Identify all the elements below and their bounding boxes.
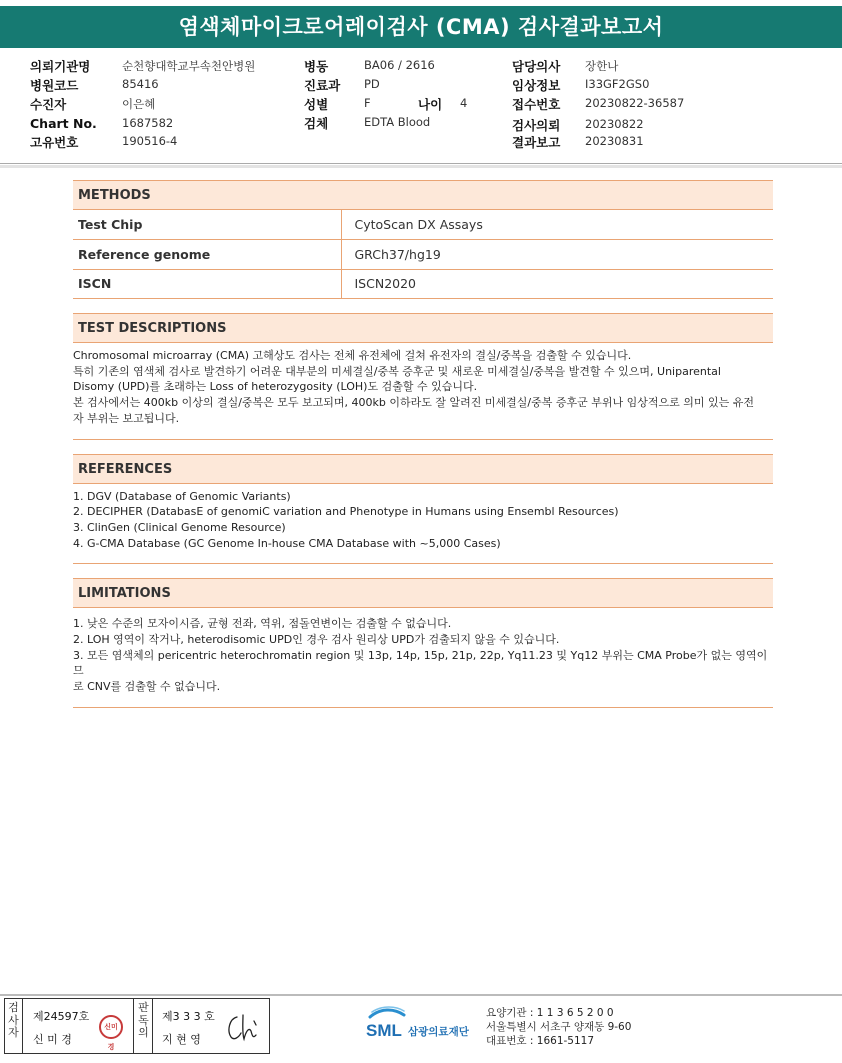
limitations-list: [73, 608, 773, 708]
info-label: 접수번호: [512, 97, 561, 112]
info-value: 이은혜: [122, 97, 156, 111]
examiner-seal-icon: 신미경: [99, 1015, 123, 1039]
text-line: 특히 기존의 염색체 검사로 발견하기 어려운 대부분의 미세결실/중복 증후군 및 새로운 미세결실/중복을 발견할 수 있으며, Uniparental: [73, 364, 721, 378]
text-line: 본 검사에서는 400kb 이상의 결실/중복은 모두 보고되며, 400kb 이하라도 잘 알려진 미세결실/중복 증후군 부위나 임상적으로 의미 있는 유전: [73, 396, 754, 410]
list-item: 로 CNV를 검출할 수 없습니다.: [73, 680, 221, 694]
report-body: [73, 180, 773, 708]
info-value: 20230822: [585, 117, 644, 131]
section-heading-limitations: LIMITATIONS: [73, 578, 773, 608]
list-item: 2. LOH 영역이 작거나, heterodisomic UPD인 경우 검사 원리상 UPD가 검출되지 않을 수 있습니다.: [73, 633, 560, 647]
logo-org-name: 삼광의료재단: [408, 1026, 469, 1038]
info-label: 병동: [304, 59, 329, 74]
info-value: F: [364, 96, 371, 110]
divider: [0, 163, 842, 164]
section-heading-references: REFERENCES: [73, 454, 773, 484]
references-list: [73, 484, 773, 565]
info-value: PD: [364, 77, 380, 91]
method-value: CytoScan DX Assays: [341, 210, 773, 240]
table-row: [73, 240, 773, 270]
reviewer-license-no: 제3 3 3 호: [162, 1010, 215, 1023]
info-value: 순천향대학교부속천안병원: [122, 59, 256, 73]
method-value: GRCh37/hg19: [341, 240, 773, 270]
methods-table: [73, 210, 773, 299]
info-value: 장한나: [585, 59, 619, 73]
signature-icon: [223, 1009, 263, 1045]
info-label: 진료과: [304, 78, 341, 93]
info-label: 의뢰기관명: [30, 59, 91, 74]
org-line: 서울특별시 서초구 양재동 9-60: [486, 1021, 632, 1033]
age-value: 4: [460, 96, 468, 110]
info-label: 결과보고: [512, 135, 561, 150]
org-line: 대표번호 : 1661-5117: [486, 1035, 595, 1047]
info-value: 1687582: [122, 116, 174, 130]
section-heading-test-descriptions: TEST DESCRIPTIONS: [73, 313, 773, 343]
info-label: 병원코드: [30, 78, 79, 93]
info-label: 검체: [304, 116, 329, 131]
method-key: Reference genome: [73, 240, 341, 270]
reviewer-label: 판 독 의: [135, 999, 153, 1053]
info-label: 고유번호: [30, 135, 79, 150]
organization-info: [486, 1006, 631, 1048]
info-value: 85416: [122, 77, 159, 91]
info-value: 190516-4: [122, 134, 178, 148]
list-item: 3. 모든 염색체의 pericentric heterochromatin region 및 13p, 14p, 15p, 21p, 22p, Yq11.23 및 Yq12 부위는 CMA Probe가 없는 영역이므: [73, 648, 768, 678]
text-line: Disomy (UPD)를 초래하는 Loss of heterozygosity (LOH)도 검출할 수 있습니다.: [73, 380, 478, 394]
test-descriptions-text: [73, 343, 773, 440]
patient-info-block: [0, 54, 842, 158]
reviewer-name: 지 현 영: [162, 1033, 201, 1046]
examiner-label: 검 사 자: [5, 999, 23, 1053]
list-item: 2. DECIPHER (DatabasE of genomiC variation and Phenotype in Humans using Ensembl Resources): [73, 505, 619, 519]
table-row: [73, 269, 773, 299]
info-value: 20230831: [585, 134, 644, 148]
info-label: 임상정보: [512, 78, 561, 93]
section-heading-methods: METHODS: [73, 180, 773, 210]
logo-text: SML: [366, 1021, 402, 1040]
text-line: 자 부위는 보고됩니다.: [73, 411, 180, 425]
info-label: Chart No.: [30, 116, 97, 131]
list-item: 1. 낮은 수준의 모자이시즘, 균형 전좌, 역위, 점돌연변이는 검출할 수 없습니다.: [73, 617, 452, 631]
text-line: Chromosomal microarray (CMA) 고해상도 검사는 전체 유전체에 걸쳐 유전자의 결실/중복을 검출할 수 있습니다.: [73, 349, 632, 362]
info-value: BA06 / 2616: [364, 58, 435, 72]
table-row: [73, 210, 773, 240]
signature-box: [4, 998, 270, 1054]
sml-logo-icon: [366, 1005, 481, 1047]
list-item: 4. G-CMA Database (GC Genome In-house CMA Database with ~5,000 Cases): [73, 536, 501, 550]
method-key: ISCN: [73, 269, 341, 299]
method-key: Test Chip: [73, 210, 341, 240]
info-label: 검사의뢰: [512, 118, 561, 133]
divider: [133, 999, 134, 1053]
info-label: 담당의사: [512, 59, 561, 74]
report-title: 염색체마이크로어레이검사 (CMA) 검사결과보고서: [0, 6, 842, 48]
footer-divider: [0, 994, 842, 996]
age-label: 나이: [418, 97, 443, 112]
list-item: 3. ClinGen (Clinical Genome Resource): [73, 520, 286, 534]
info-label: 수진자: [30, 97, 67, 112]
info-value: 20230822-36587: [585, 96, 685, 110]
examiner-name: 신 미 경: [33, 1033, 72, 1046]
info-label: 성별: [304, 97, 329, 112]
divider: [0, 165, 842, 168]
list-item: 1. DGV (Database of Genomic Variants): [73, 489, 291, 503]
method-value: ISCN2020: [341, 269, 773, 299]
org-line: 요양기관 : 1 1 3 6 5 2 0 0: [486, 1007, 614, 1019]
info-value: I33GF2GS0: [585, 77, 650, 91]
examiner-license-no: 제24597호: [33, 1010, 90, 1023]
info-value: EDTA Blood: [364, 115, 431, 129]
